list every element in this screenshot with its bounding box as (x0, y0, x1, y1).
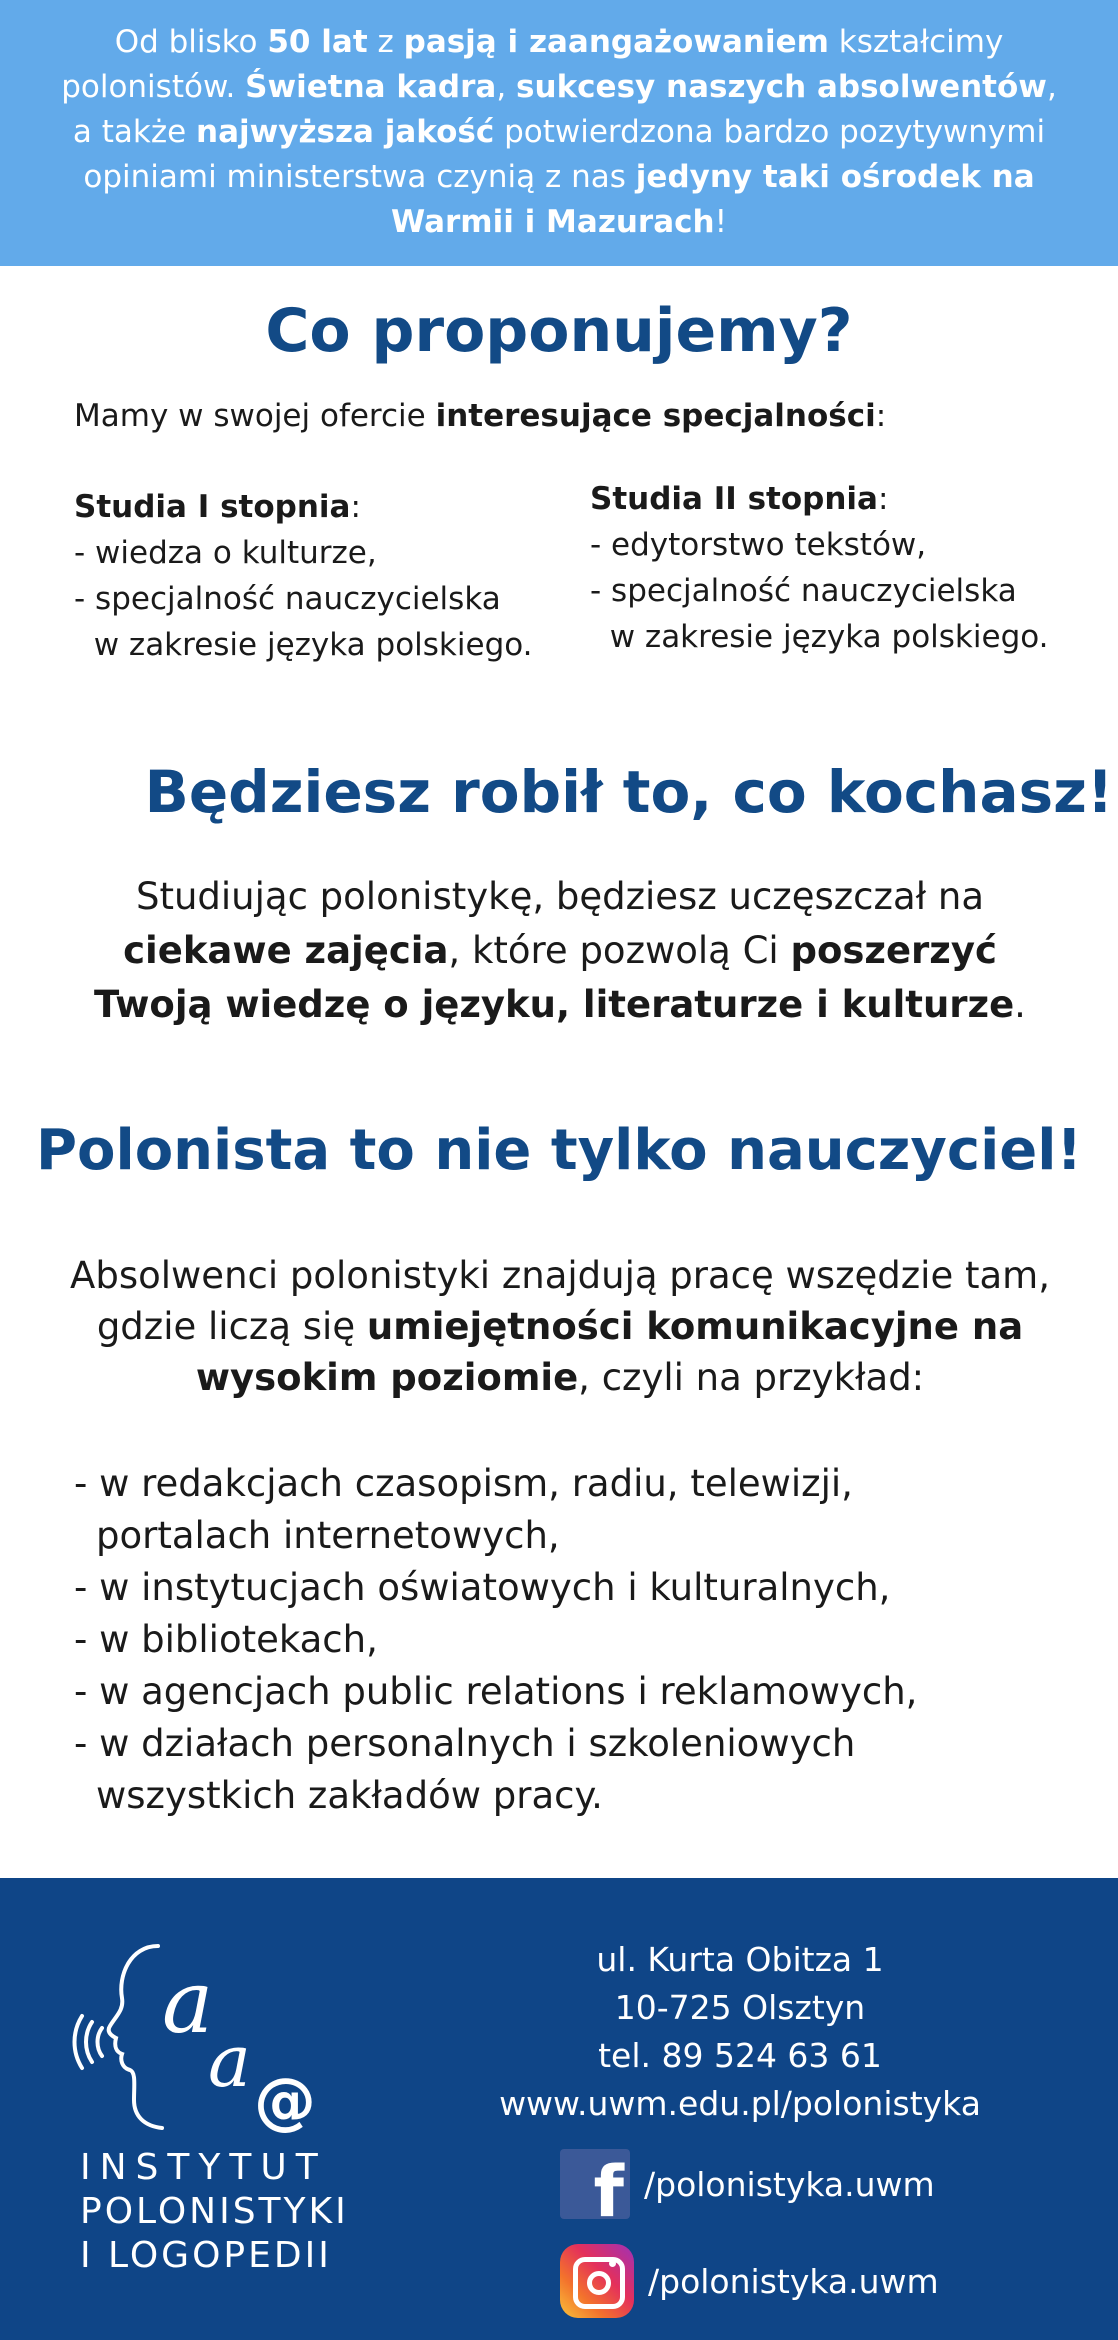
intro-bold-part: Świetna kadra (245, 69, 497, 105)
facebook-handle: /polonistyka.uwm (644, 2164, 935, 2204)
intro-text-part: , (496, 69, 517, 105)
svg-text:a: a (208, 2019, 251, 2103)
love-bold-part: poszerzyć Twoją wiedzę o języku, literaturze i kulturze (94, 929, 1015, 1026)
intro-text-part: ! (714, 204, 728, 240)
colon: : (350, 489, 361, 525)
institute-name (80, 2146, 349, 2278)
list-item: - specjalność nauczycielska (590, 573, 1017, 609)
list-item: - w bibliotekach, (74, 1618, 378, 1661)
intro-bold-part: 50 lat (267, 24, 368, 60)
intro-text-part: z (367, 24, 404, 60)
offer-intro-end: : (875, 398, 887, 434)
first-degree-title: Studia I stopnia (74, 489, 351, 525)
list-item: w zakresie języka polskiego. (590, 619, 1049, 655)
intro-text-part: Od blisko (114, 24, 268, 60)
offer-intro-text: Mamy w swojej ofercie (74, 398, 436, 434)
offer-intro-bold: interesujące specjalności (435, 398, 876, 434)
facebook-icon (560, 2149, 630, 2219)
graduates-text-part: Absolwenci polonistyki znajdują pracę wszędzie tam, gdzie liczą się (70, 1254, 1050, 1348)
svg-text:@: @ (254, 2064, 316, 2136)
facebook-icon-letter: f (593, 2151, 624, 2219)
street: ul. Kurta Obitza 1 (596, 1940, 884, 1979)
institute-name-line: I LOGOPEDII (80, 2235, 332, 2276)
graduates-text (60, 1250, 1060, 1403)
love-text (80, 870, 1040, 1032)
svg-text:a: a (162, 1953, 214, 2053)
intro-text-part: , a także (72, 69, 1057, 150)
footer (0, 1878, 1118, 2340)
intro-bold-part: jedyny taki ośrodek na Warmii i Mazurach (390, 159, 1035, 240)
offer-intro (74, 396, 886, 436)
contact-address (470, 1936, 1010, 2128)
list-item: - specjalność nauczycielska (74, 581, 501, 617)
list-item: - w agencjach public relations i reklamowych, (74, 1670, 918, 1713)
love-text-part: Studiując polonistykę, będziesz uczęszczał na (135, 875, 985, 918)
postal-city: 10-725 Olsztyn (614, 1988, 866, 2027)
list-item: - edytorstwo tekstów, (590, 527, 927, 563)
love-text-part: . (1014, 983, 1026, 1026)
job-places-list (74, 1458, 996, 1822)
second-degree-title: Studia II stopnia (590, 481, 878, 517)
intro-text-part: kształcimy polonistów. (61, 24, 1004, 105)
intro-bold-part: najwyższa jakość (196, 114, 495, 150)
institute-name-line: INSTYTUT (80, 2147, 327, 2188)
offer-heading: Co proponujemy? (265, 296, 853, 366)
institute-logo-icon (70, 1936, 370, 2136)
graduates-bold-part: umiejętności komunikacyjne na wysokim poziomie (195, 1305, 1024, 1399)
list-item: - wiedza o kulturze, (74, 535, 377, 571)
intro-text-part: potwierdzona bardzo pozytywnymi opiniami ministerstwa czynią z nas (83, 114, 1046, 195)
second-degree-list (590, 522, 1049, 660)
love-bold-part: ciekawe zajęcia (123, 929, 449, 972)
love-heading: Będziesz robił to, co kochasz! (144, 758, 1114, 826)
facebook-link[interactable] (560, 2148, 935, 2220)
list-item: - w redakcjach czasopism, radiu, telewizji, portalach internetowych, (74, 1462, 853, 1557)
intro-bold-part: sukcesy naszych absolwentów (516, 69, 1047, 105)
colon: : (877, 481, 889, 517)
love-text-part: , które pozwolą Ci (448, 929, 791, 972)
intro-text (49, 20, 1069, 245)
first-degree-list (74, 530, 533, 668)
list-item: w zakresie języka polskiego. (74, 627, 533, 663)
teacher-heading: Polonista to nie tylko nauczyciel! (35, 1118, 1082, 1183)
instagram-icon (560, 2244, 634, 2318)
instagram-link[interactable] (560, 2245, 939, 2317)
intro-banner (0, 0, 1118, 266)
institute-name-line: POLONISTYKI (80, 2191, 349, 2232)
graduates-text-part: , czyli na przykład: (578, 1356, 925, 1399)
instagram-handle: /polonistyka.uwm (648, 2261, 939, 2301)
list-item: - w działach personalnych i szkoleniowych wszystkich zakładów pracy. (74, 1722, 856, 1817)
intro-bold-part: pasją i zaangażowaniem (403, 24, 829, 60)
phone: tel. 89 524 63 61 (598, 2036, 882, 2075)
list-item: - w instytucjach oświatowych i kulturalnych, (74, 1566, 891, 1609)
second-degree-block (590, 476, 1049, 660)
website-link[interactable]: www.uwm.edu.pl/polonistyka (499, 2084, 981, 2123)
first-degree-block (74, 484, 533, 668)
